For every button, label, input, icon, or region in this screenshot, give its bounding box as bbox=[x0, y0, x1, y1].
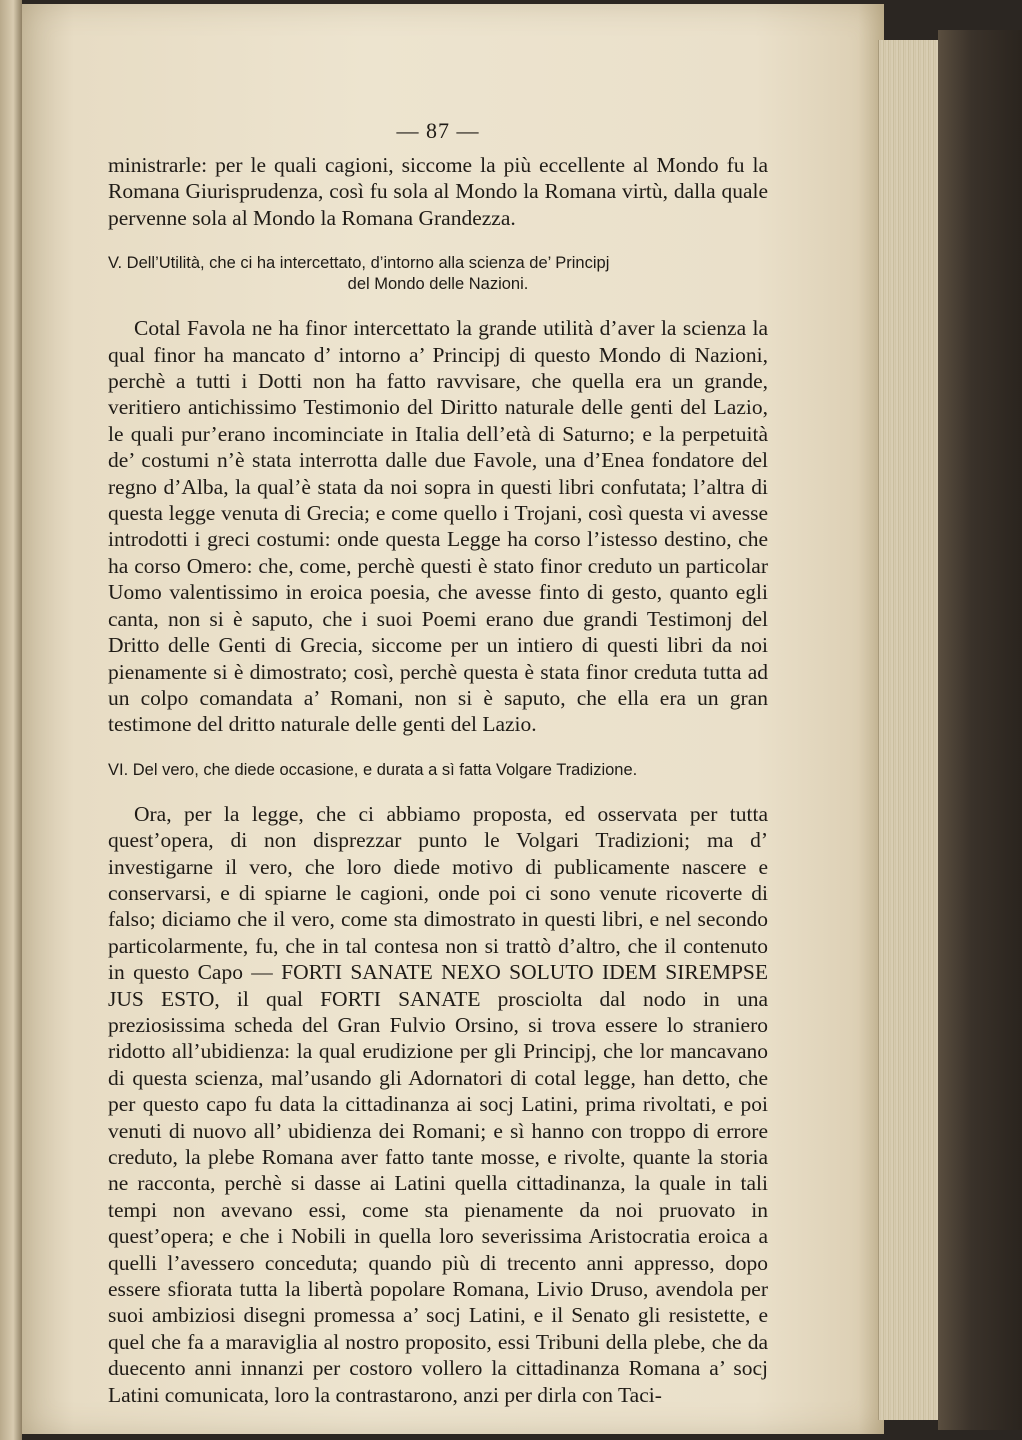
page-edges bbox=[878, 40, 939, 1420]
previous-page-edge bbox=[0, 0, 22, 1440]
section-heading-vi: VI. Del vero, che diede occasione, e durata a sì fatta Volgare Tradizione. bbox=[108, 760, 638, 779]
section-heading-v bbox=[108, 253, 768, 295]
book-cover bbox=[938, 30, 1022, 1430]
paragraph-section-v: Cotal Favola ne ha finor intercettato la grande utilità d’aver la scienza la qual finor ha mancato d’ intorno a’ Principj di questo Mondo di Nazioni, perchè a tutti i Dotti non ha fatto ravvisare, che quella era un grande, veritiero antichissimo Testimonio del Diritto naturale delle genti del Lazio, le quali pur’erano incominciate in Italia dell’età di Saturno; e la perpetuità de’ costumi n’è stata interrotta dalle due Favole, una d’Enea fondatore del regno d’Alba, la qual’è stata da noi sopra in questi libri confutata; l’altra di questa legge venuta di Grecia; e come quello i Trojani, così questa vi avesse introdotti i greci costumi: onde questa Legge ha corso l’istesso destino, che ha corso Omero: che, come, perchè questi è stato finor creduto un particolar Uomo valentissimo in eroica poesia, che avesse finto di gesto, quanto egli canta, non si è saputo, che i suoi Poemi erano due grandi Testimonj del Dritto delle Genti di Grecia, siccome per un intiero di questi libri da noi pienamente si è dimostrato; così, perchè questa è stata finor creduta tutta ad un colpo comandata a’ Romani, non si è saputo, che ella era un gran testimone del dritto naturale delle genti del Lazio. bbox=[108, 316, 768, 737]
paragraph-continued: ministrarle: per le quali cagioni, siccome la più eccellente al Mondo fu la Romana Giurisprudenza, così fu sola al Mondo la Romana virtù, dalla quale pervenne sola al Mondo la Romana Grandezza. bbox=[108, 153, 768, 230]
page-content bbox=[108, 118, 768, 1408]
section-heading-v-line1: V. Dell’Utilità, che ci ha intercettato, d’intorno alla scienza de’ Principj bbox=[108, 254, 610, 273]
paragraph-section-vi: Ora, per la legge, che ci abbiamo proposta, ed osservata per tutta quest’opera, di non disprezzar punto le Volgari Tradizioni; ma d’ investigarne il vero, che loro diede motivo di publicamente nascere e conservarsi, e di spiarne le cagioni, onde poi ci sono venute ricoverte di falso; diciamo che il vero, come sta dimostrato in questi libri, e nel secondo particolarmente, fu, che in tal contesa non si trattò d’altro, che il contenuto in questo Capo — FORTI SANATE NEXO SOLUTO IDEM SIREMPSE JUS ESTO, il qual FORTI SANATE prosciolta dal nodo in una preziosissima scheda del Gran Fulvio Orsino, si trova essere lo straniero ridotto all’ubidienza: la qual erudizione per gli Principj, che lor mancavano di questa scienza, mal’usando gli Adornatori di cotal legge, han detto, che per questo capo fu data la cittadinanza ai socj Latini, prima rivoltati, e poi venuti di nuovo all’ ubidienza dei Romani; e sì hanno con troppo di errore creduto, la plebe Romana aver fatto tante mosse, e rivolte, quante la storia ne racconta, perchè si dasse ai Latini quella cittadinanza, la quale in tali tempi non avevano essi, come sta pienamente da noi pruovato in quest’opera; e che i Nobili in quella loro severissima Aristocratia eroica a quelli l’avessero conceduta; quando più di trecento anni appresso, dopo essere sfiorata tutta la libertà popolare Romana, Livio Druso, avendola per suoi ambiziosi disegni promessa a’ socj Latini, e il Senato gli resistette, e quel che fa a maraviglia al nostro proposito, essi Tribuni della plebe, che da duecento anni innanzi per costoro vollero la cittadinanza Romana a’ socj Latini comunicata, loro la contrastarono, anzi per dirla con Taci- bbox=[108, 801, 768, 1407]
section-heading-v-line2: del Mondo delle Nazioni. bbox=[347, 275, 529, 294]
page-number: — 87 — bbox=[396, 118, 480, 143]
